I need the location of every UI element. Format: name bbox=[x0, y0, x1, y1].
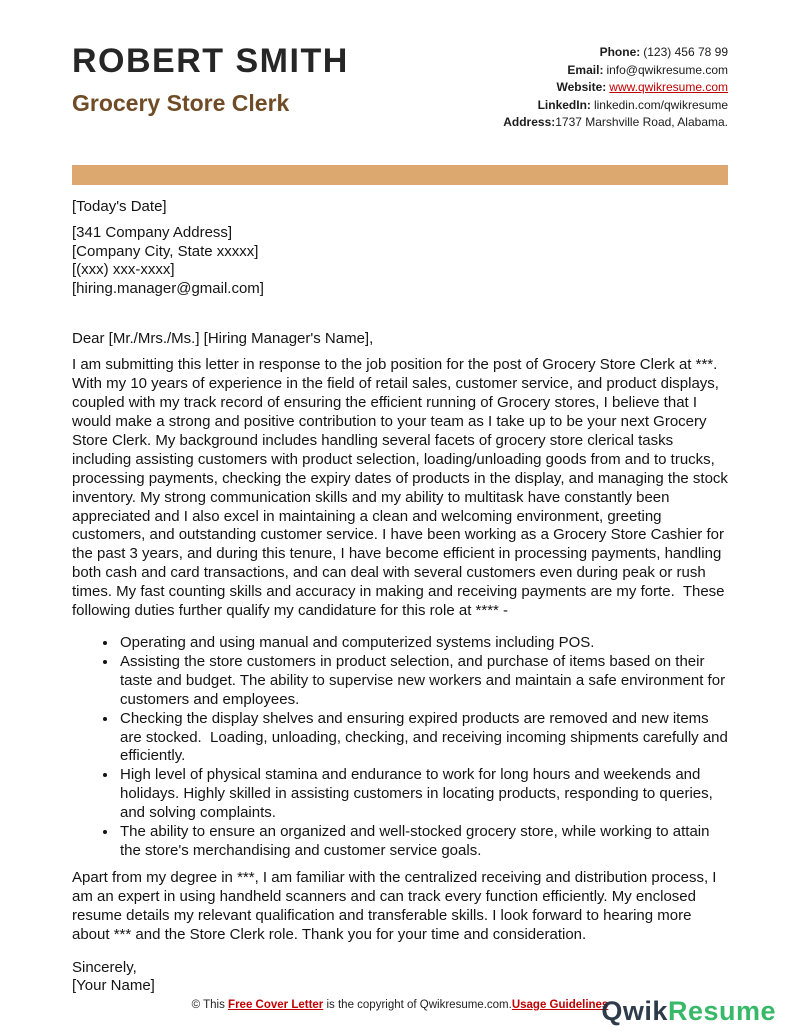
closing-paragraph: Apart from my degree in ***, I am familiar with the centralized receiving and distribution process, I am an expert in using handheld scanners and can track every function efficiently. My enclosed resume details my relevant qualification and transferable skills. I look forward to hearing more about *** and the Store Clerk role. Thank you for your time and consideration. bbox=[72, 868, 721, 943]
recipient-line: [(xxx) xxx-xxxx] bbox=[72, 261, 175, 279]
linkedin-value: linkedin.com/qwikresume bbox=[593, 97, 728, 112]
duty-item: • Assisting the store customers in product selection, and purchase of items based on their taste and budget. The ability to supervise new workers and maintain a safe environment for customers and employees. bbox=[118, 653, 728, 710]
website-label: Website: bbox=[556, 80, 607, 94]
recipient-line: [341 Company Address] bbox=[72, 224, 233, 242]
copyright-middle: is the copyright of Qwikresume.com. bbox=[323, 999, 512, 1011]
contact-address bbox=[503, 114, 728, 132]
recipient-line: [hiring.manager@gmail.com] bbox=[72, 279, 264, 297]
website-link[interactable]: www.qwikresume.com bbox=[609, 80, 728, 94]
letter-body bbox=[72, 197, 733, 997]
recipient-block bbox=[72, 224, 728, 298]
duty-item: • Checking the display shelves and ensuring expired products are removed and new items are stocked. Loading, unloading, checking, and receiving incoming shipments carefully and efficiently. bbox=[118, 710, 728, 767]
free-cover-letter-link[interactable]: Free Cover Letter bbox=[228, 999, 324, 1011]
phone-label: Phone: bbox=[599, 45, 641, 59]
usage-guidelines-link[interactable]: Usage Guidelines bbox=[511, 999, 609, 1011]
candidate-name: ROBERT SMITH bbox=[72, 42, 349, 80]
salutation: Dear [Mr./Mrs./Ms.] [Hiring Manager's Name], bbox=[72, 330, 374, 348]
address-label: Address: bbox=[503, 115, 556, 129]
duty-item: • Operating and using manual and computerized systems including POS. bbox=[118, 634, 728, 653]
contact-linkedin bbox=[503, 97, 728, 115]
contact-email bbox=[503, 62, 728, 80]
accent-divider-bar bbox=[72, 165, 728, 185]
duties-list bbox=[72, 634, 733, 861]
copyright-prefix: © This bbox=[191, 999, 229, 1011]
email-label: Email: bbox=[567, 62, 604, 77]
contact-website bbox=[503, 79, 728, 97]
email-value: info@qwikresume.com bbox=[606, 62, 728, 77]
intro-paragraph: I am submitting this letter in response to the job position for the post of Grocery Store Clerk at ***. With my 10 years of experience in the field of retail sales, customer service, and product displays, coupled with my track record of ensuring the efficient running of Grocery stores, I believe that I would make a strong and positive contribution to your team as I take up to be your next Grocery Store Clerk. My background includes handling several facets of grocery store clerical tasks including assisting customers with product selection, loading/unloading goods from and to trucks, processing payments, checking the expiry dates of products in the display, and managing the stock inventory. My strong communication skills and my ability to multitask have constantly been appreciated and I also excel in maintaining a clean and welcoming environment, greeting customers, and outstanding customer service. I have been working as a Grocery Store Cashier for the past 3 years, and during this tenure, I have become efficient in processing payments, handling both cash and card transactions, and can deal with several customers even during peak or rush times. My fast counting skills and accuracy in making and receiving payments are my forte. These following duties further qualify my candidature for this role at **** - bbox=[72, 356, 733, 620]
signature-placeholder: [Your Name] bbox=[72, 977, 155, 995]
page-footer bbox=[0, 980, 800, 1035]
duty-item: • The ability to ensure an organized and well-stocked grocery store, while working to attain the store's merchandising and customer service goals. bbox=[118, 823, 728, 861]
header bbox=[72, 0, 728, 132]
contact-phone bbox=[503, 44, 728, 62]
address-value: 1737 Marshville Road, Alabama. bbox=[555, 115, 728, 129]
contact-block bbox=[503, 42, 728, 132]
signoff-text: Sincerely, bbox=[72, 958, 137, 976]
date-placeholder: [Today's Date] bbox=[72, 197, 167, 215]
candidate-job-title: Grocery Store Clerk bbox=[72, 90, 290, 117]
qwikresume-logo bbox=[601, 996, 776, 1027]
recipient-line: [Company City, State xxxxx] bbox=[72, 242, 259, 260]
duty-item: • High level of physical stamina and endurance to work for long hours and weekends and holidays. Highly skilled in assisting customers in locating products, responding to queries, and solving complaints. bbox=[118, 766, 728, 823]
phone-value: (123) 456 78 99 bbox=[643, 45, 728, 59]
logo-text-resume: Resume bbox=[667, 996, 776, 1026]
header-left bbox=[72, 42, 349, 118]
linkedin-label: LinkedIn: bbox=[537, 97, 591, 112]
logo-text-qwik: Qwik bbox=[601, 996, 668, 1026]
